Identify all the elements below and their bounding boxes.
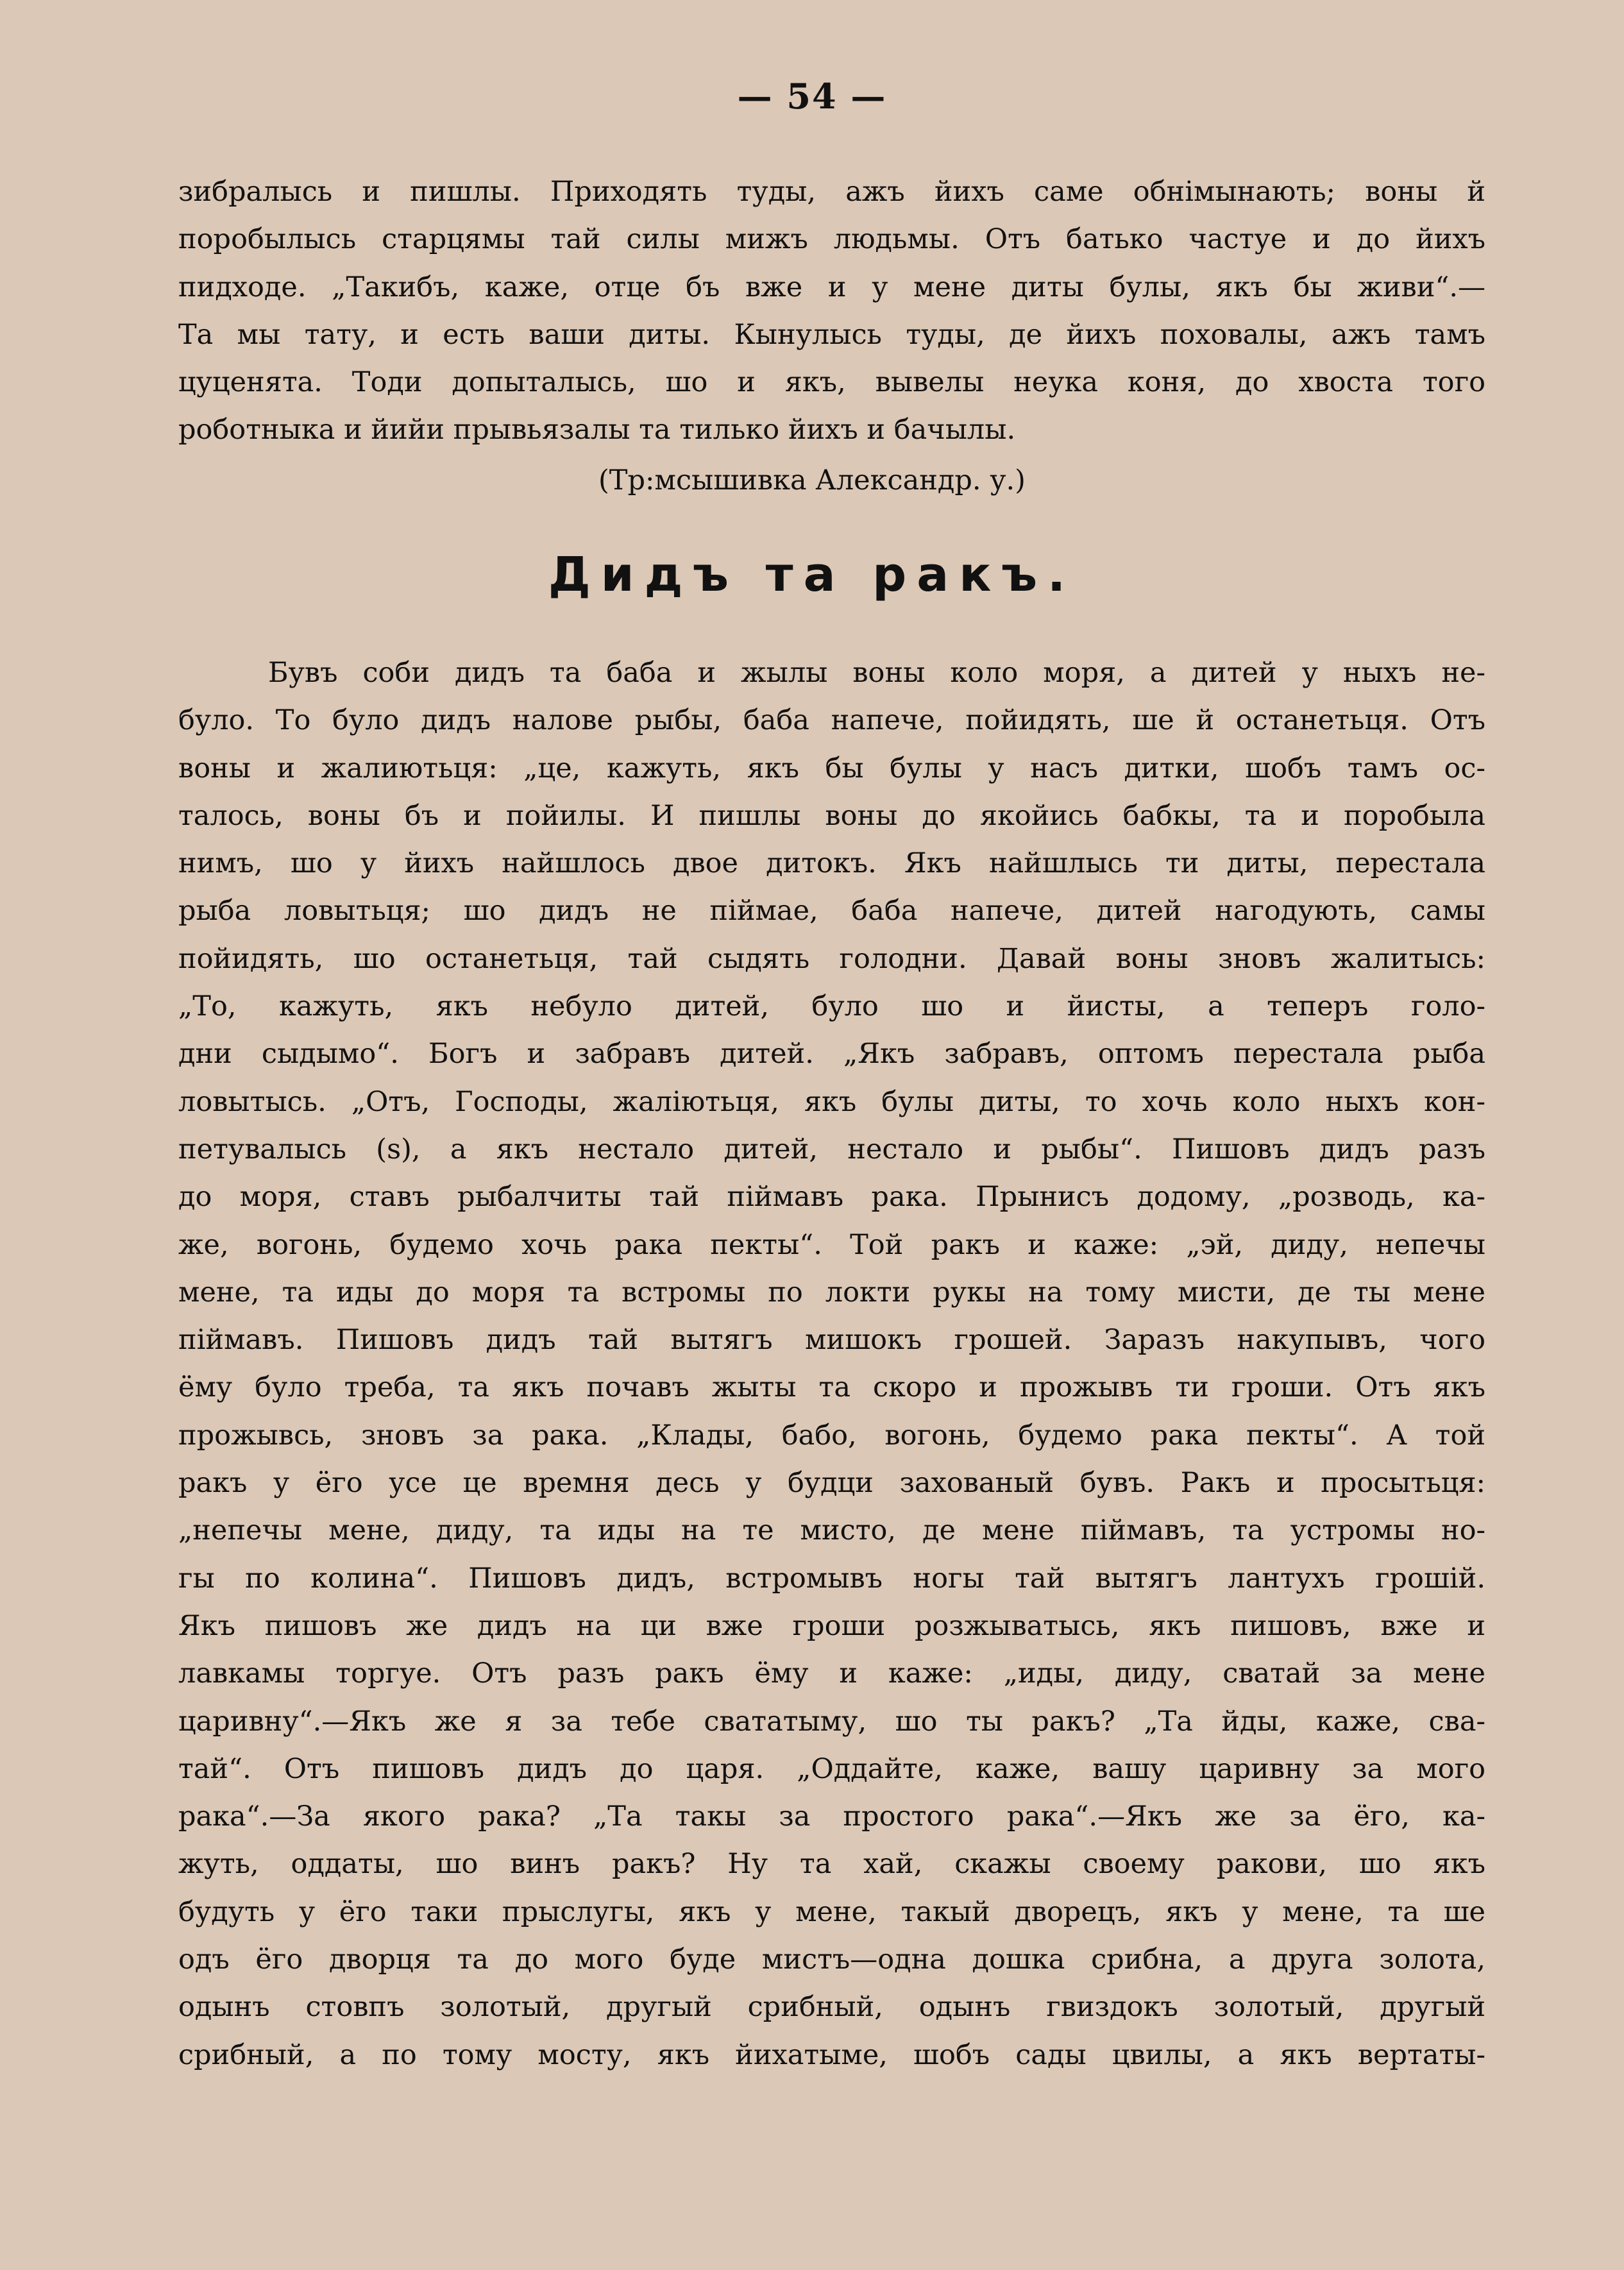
text-line: царивну“.—Якъ же я за тебе свататыму, шо ты ракъ? „Та йды, каже, сва- <box>178 1705 1485 1738</box>
text-line: „непечы мене, диду, та иды на те мисто, де мене піймавъ, та устромы но- <box>178 1514 1485 1547</box>
text-line: одъ ёго дворця та до мого буде мистъ—одна дошка срибна, а друга золота, <box>178 1944 1485 1976</box>
text-line: поробылысь старцямы тай силы мижъ людьмы. Отъ батько частуе и до йихъ <box>178 223 1485 256</box>
text-line: же, вогонь, будемо хочь рака пекты“. Той ракъ и каже: „эй, диду, непечы <box>178 1228 1485 1261</box>
text-line: Якъ пишовъ же дидъ на ци вже гроши розжыватысь, якъ пишовъ, вже и <box>178 1609 1485 1642</box>
text-line: одынъ стовпъ золотый, другый срибный, одынъ гвиздокъ золотый, другый <box>178 1991 1485 2024</box>
text-line: будуть у ёго таки прыслугы, якъ у мене, такый дворецъ, якъ у мене, та ше <box>178 1895 1485 1928</box>
text-line: талось, воны бъ и пойилы. И пишлы воны до якойись бабкы, та и поробыла <box>178 799 1485 832</box>
text-line: до моря, ставъ рыбалчиты тай піймавъ рака. Прынисъ додому, „розводь, ка- <box>178 1181 1485 1214</box>
text-line: прожывсь, зновъ за рака. „Клады, бабо, вогонь, будемо рака пекты“. А той <box>178 1419 1485 1452</box>
text-line: воны и жалиютьця: „це, кажуть, якъ бы булы у насъ дитки, шобъ тамъ ос- <box>178 752 1485 784</box>
text-line: рыба ловытьця; шо дидъ не піймае, баба напече, дитей нагодують, самы <box>178 895 1485 927</box>
text-line: пойидять, шо останетьця, тай сыдять голодни. Давай воны зновъ жалитысь: <box>178 942 1485 975</box>
text-line: гы по колина“. Пишовъ дидъ, встромывъ ногы тай вытягъ лантухъ грошій. <box>178 1562 1485 1595</box>
page-number: — 54 — <box>737 76 887 117</box>
text-line: було. То було дидъ налове рыбы, баба напече, пойидять, ше й останетьця. Отъ <box>178 704 1485 737</box>
text-line: піймавъ. Пишовъ дидъ тай вытягъ мишокъ грошей. Заразъ накупывъ, чого <box>178 1324 1485 1357</box>
text-line: рака“.—За якого рака? „Та такы за простого рака“.—Якъ же за ёго, ка- <box>178 1800 1485 1833</box>
text-line: срибный, а по тому мосту, якъ йихатыме, шобъ сады цвилы, а якъ вертаты- <box>178 2038 1485 2071</box>
story-body <box>178 649 1485 2079</box>
text-line: ёму було треба, та якъ почавъ жыты та скоро и прожывъ ти гроши. Отъ якъ <box>178 1371 1485 1404</box>
text-line: дни сыдымо“. Богъ и забравъ дитей. „Якъ забравъ, оптомъ перестала рыба <box>178 1038 1485 1071</box>
text-line: лавкамы торгуе. Отъ разъ ракъ ёму и каже: „иды, диду, сватай за мене <box>178 1657 1485 1690</box>
text-line: цуценята. Тоди допыталысь, шо и якъ, вывелы неука коня, до хвоста того <box>178 366 1485 399</box>
text-line: пидходе. „Такибъ, каже, отце бъ вже и у мене диты булы, якъ бы живи“.— <box>178 271 1485 303</box>
text-line: нимъ, шо у йихъ найшлось двое дитокъ. Якъ найшлысь ти диты, перестала <box>178 847 1485 880</box>
text-line: Бувъ соби дидъ та баба и жылы воны коло моря, а дитей у ныхъ не- <box>268 657 1485 689</box>
text-line: зибралысь и пишлы. Приходять туды, ажъ йихъ саме обнімынають; воны й <box>178 176 1485 208</box>
text-line: тай“. Отъ пишовъ дидъ до царя. „Оддайте, каже, вашу царивну за мого <box>178 1752 1485 1785</box>
text-line: жуть, оддаты, шо винъ ракъ? Ну та хай, скажы своему ракови, шо якъ <box>178 1848 1485 1881</box>
text-line: петувалысь (s), а якъ нестало дитей, нестало и рыбы“. Пишовъ дидъ разъ <box>178 1133 1485 1165</box>
story-title: Дидъ та ракъ. <box>548 547 1076 602</box>
previous-story-ending <box>178 168 1485 454</box>
source-attribution: (Тр:мсышивка Александр. у.) <box>598 464 1026 496</box>
text-line: „То, кажуть, якъ небуло дитей, було шо и йисты, а теперъ голо- <box>178 990 1485 1023</box>
text-line: ловытысь. „Отъ, Господы, жаліютьця, якъ булы диты, то хочь коло ныхъ кон- <box>178 1085 1485 1118</box>
text-line: мене, та иды до моря та встромы по локти рукы на тому мисти, де ты мене <box>178 1276 1485 1309</box>
text-line: Та мы тату, и есть ваши диты. Кынулысь туды, де йихъ поховалы, ажъ тамъ <box>178 318 1485 351</box>
text-line: ракъ у ёго усе це времня десь у будци захованый бувъ. Ракъ и просытьця: <box>178 1467 1485 1500</box>
text-line: роботныка и йийи прывьязалы та тилько йихъ и бачылы. <box>178 414 1016 446</box>
